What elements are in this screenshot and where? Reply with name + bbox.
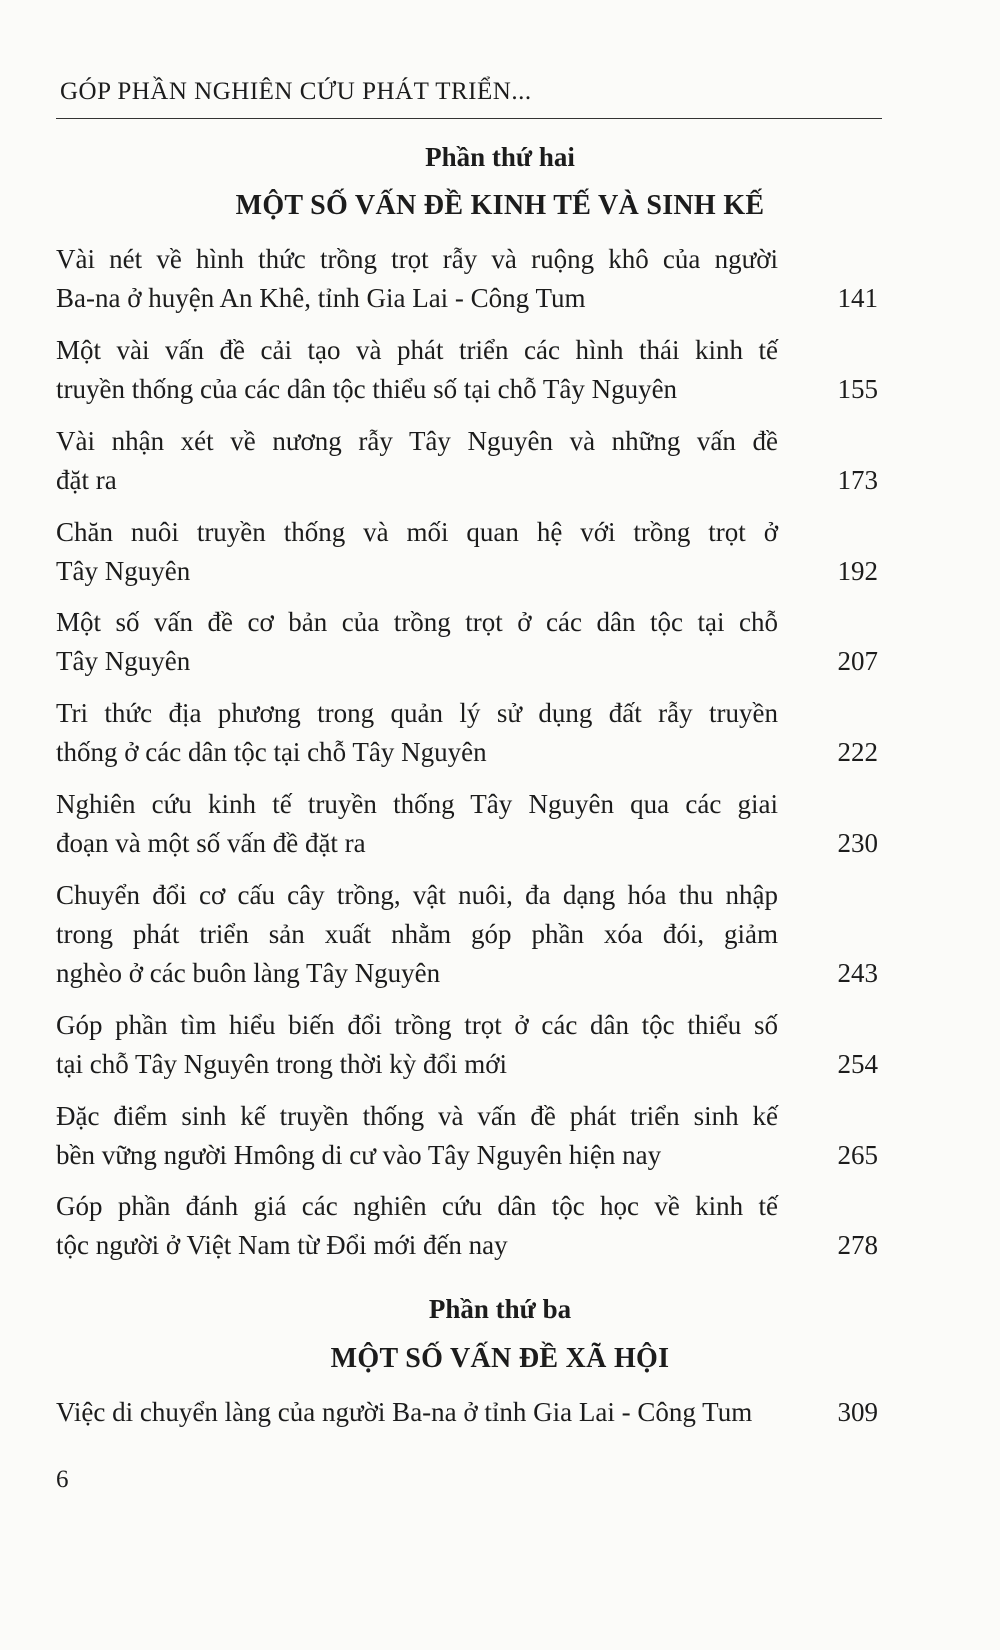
toc-entry-last-line	[56, 1045, 878, 1084]
toc-entry-line: Một vài vấn đề cải tạo và phát triển các hình thái kinh tế	[56, 335, 778, 365]
running-header: GÓP PHẦN NGHIÊN CỨU PHÁT TRIỂN...	[60, 78, 532, 105]
part-three-label: Phần thứ ba	[428, 1294, 572, 1324]
toc-entry-last-line	[56, 1136, 878, 1175]
toc-entry-line: Góp phần đánh giá các nghiên cứu dân tộc học về kinh tế	[56, 1191, 778, 1221]
toc-entry-line: đặt ra	[56, 465, 117, 495]
toc-entry-page: 207	[837, 646, 878, 676]
toc-entry	[56, 513, 878, 591]
toc-entry-line: Vài nét về hình thức trồng trọt rẫy và ruộng khô của người	[56, 244, 778, 274]
toc-entry	[56, 785, 878, 863]
toc-entry-line: nghèo ở các buôn làng Tây Nguyên	[56, 958, 441, 988]
toc-entry	[56, 876, 878, 993]
toc-entry-line: Nghiên cứu kinh tế truyền thống Tây Nguyên qua các giai	[56, 789, 778, 819]
toc-entry-line: Chăn nuôi truyền thống và mối quan hệ với trồng trọt ở	[56, 517, 778, 547]
toc-entry-last-line	[56, 642, 878, 681]
toc-entry-line: Tây Nguyên	[56, 556, 191, 586]
toc-entry-line: Đặc điểm sinh kế truyền thống và vấn đề phát triển sinh kế	[56, 1101, 778, 1131]
toc-entry-line: Góp phần tìm hiểu biến đổi trồng trọt ở các dân tộc thiểu số	[56, 1010, 778, 1040]
toc-entry-last-line	[56, 370, 878, 409]
toc-entry-line: Một số vấn đề cơ bản của trồng trọt ở các dân tộc tại chỗ	[56, 607, 778, 637]
toc-entry-line: Ba-na ở huyện An Khê, tỉnh Gia Lai - Công Tum	[56, 283, 586, 313]
header-rule	[56, 118, 882, 119]
toc-entry-line: tộc người ở Việt Nam từ Đổi mới đến nay	[56, 1230, 508, 1260]
part-two-label: Phần thứ hai	[425, 142, 575, 172]
toc-entry	[56, 1187, 878, 1265]
toc-entry-line: Tây Nguyên	[56, 646, 191, 676]
toc-entry	[56, 240, 878, 318]
toc-entry-page: 265	[837, 1140, 878, 1170]
toc-entry-last-line	[56, 1226, 878, 1265]
toc-entry	[56, 1097, 878, 1175]
part-three-title: MỘT SỐ VẤN ĐỀ XÃ HỘI	[330, 1343, 670, 1374]
toc-entry	[56, 1393, 878, 1432]
toc-entry-last-line	[56, 824, 878, 863]
toc-entry-line: trong phát triển sản xuất nhằm góp phần xóa đói, giảm	[56, 919, 778, 949]
toc-entry-last-line	[56, 552, 878, 591]
toc-entry-line: tại chỗ Tây Nguyên trong thời kỳ đổi mới	[56, 1049, 507, 1079]
toc-entry-page: 192	[837, 556, 878, 586]
toc-entry	[56, 1006, 878, 1084]
toc-entry-line: đoạn và một số vấn đề đặt ra	[56, 828, 366, 858]
toc-entry-line: thống ở các dân tộc tại chỗ Tây Nguyên	[56, 737, 487, 767]
toc-entry	[56, 422, 878, 500]
toc-entry	[56, 694, 878, 772]
toc-entry-page: 309	[837, 1397, 878, 1427]
toc-entry-page: 155	[837, 374, 878, 404]
toc-entry-page: 230	[837, 828, 878, 858]
toc-entry-page: 222	[837, 737, 878, 767]
toc-entry-last-line	[56, 733, 878, 772]
toc-entry-page: 254	[837, 1049, 878, 1079]
toc-entry-last-line	[56, 954, 878, 993]
toc-entry-last-line	[56, 461, 878, 500]
toc-entry-page: 278	[837, 1230, 878, 1260]
toc-entry-last-line	[56, 1393, 878, 1432]
toc-entry	[56, 603, 878, 681]
toc-entry-line: Việc di chuyển làng của người Ba-na ở tỉnh Gia Lai - Công Tum	[56, 1397, 753, 1427]
toc-entry-page: 243	[837, 958, 878, 988]
part-two-title: MỘT SỐ VẤN ĐỀ KINH TẾ VÀ SINH KẾ	[235, 190, 765, 221]
toc-entry	[56, 331, 878, 409]
toc-entry-line: truyền thống của các dân tộc thiểu số tại chỗ Tây Nguyên	[56, 374, 678, 404]
toc-entry-page: 141	[837, 283, 878, 313]
page-number: 6	[56, 1466, 69, 1493]
toc-entry-last-line	[56, 279, 878, 318]
toc-entry-page: 173	[837, 465, 878, 495]
toc-entry-line: Vài nhận xét về nương rẫy Tây Nguyên và những vấn đề	[56, 426, 778, 456]
toc-entry-line: Chuyển đổi cơ cấu cây trồng, vật nuôi, đa dạng hóa thu nhập	[56, 880, 778, 910]
toc-entry-line: bền vững người Hmông di cư vào Tây Nguyên hiện nay	[56, 1140, 662, 1170]
toc-entry-line: Tri thức địa phương trong quản lý sử dụng đất rẫy truyền	[56, 698, 778, 728]
